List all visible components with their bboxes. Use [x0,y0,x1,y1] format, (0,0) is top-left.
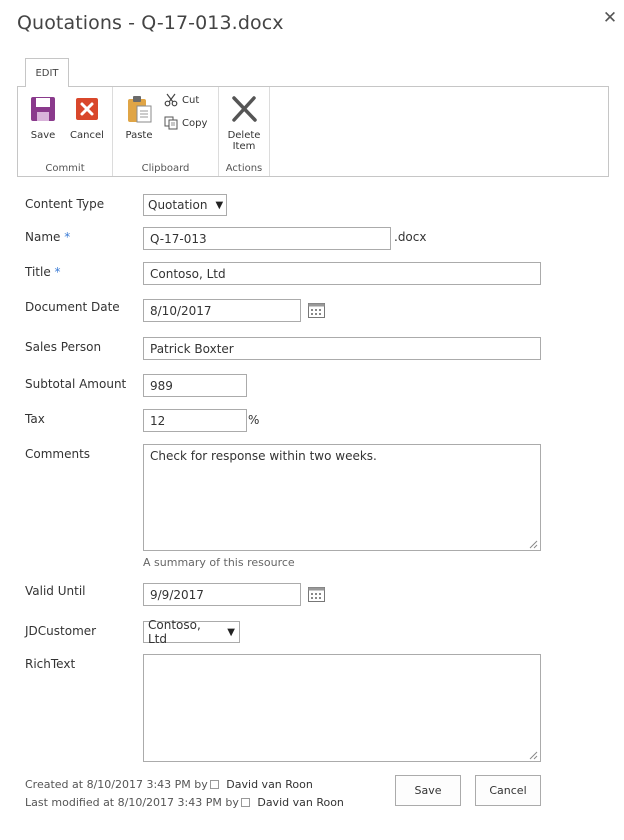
required-marker: * [64,230,71,244]
created-info [25,778,313,791]
ribbon-save-button[interactable] [27,93,59,141]
modified-by-user[interactable]: David van Roon [257,796,344,809]
ribbon-delete-item-button[interactable] [227,93,261,152]
richtext-textarea[interactable] [143,654,541,762]
ribbon-delete-label-line2: Item [232,141,256,152]
created-by-user[interactable]: David van Roon [226,778,313,791]
document-date-input[interactable] [143,299,301,322]
created-prefix: Created at 8/10/2017 3:43 PM by [25,778,208,791]
content-type-value: Quotation [148,198,208,212]
ribbon-group-commit [18,87,113,176]
ribbon-copy-button[interactable] [164,116,207,130]
cancel-x-icon [71,93,103,125]
ribbon-cut-button[interactable] [164,93,199,107]
ribbon-group-clipboard [113,87,219,176]
comments-label: Comments [25,447,91,461]
sales-person-input[interactable] [143,337,541,360]
tax-input[interactable] [143,409,247,432]
floppy-disk-icon [27,93,59,125]
subtotal-amount-input[interactable] [143,374,247,397]
tax-label: Tax [25,412,45,426]
required-marker: * [54,265,61,279]
ribbon-copy-label: Copy [182,117,208,129]
ribbon-cancel-button[interactable] [69,93,105,141]
ribbon [17,86,609,177]
document-date-label: Document Date [25,300,120,314]
ribbon-paste-label: Paste [125,130,153,141]
presence-icon [210,780,219,789]
valid-until-input[interactable] [143,583,301,606]
modified-info [25,796,344,809]
calendar-icon[interactable] [308,586,325,602]
scissors-icon [164,93,178,107]
paste-clipboard-icon [123,93,155,125]
delete-x-icon [228,93,260,125]
tax-percent-suffix: % [248,413,260,427]
valid-until-label: Valid Until [25,584,86,598]
title-label: Title * [25,265,61,279]
ribbon-cut-label: Cut [182,94,200,106]
subtotal-amount-label: Subtotal Amount [25,377,127,391]
sales-person-label: Sales Person [25,340,102,354]
ribbon-save-label: Save [30,130,56,141]
presence-icon [241,798,250,807]
richtext-label: RichText [25,657,76,671]
name-extension: .docx [394,230,427,244]
save-button[interactable]: Save [395,775,461,806]
close-icon[interactable]: ✕ [602,8,618,28]
ribbon-delete-label-line1: Delete [227,130,261,141]
calendar-icon[interactable] [308,302,325,318]
comments-textarea[interactable] [143,444,541,551]
resize-grip-icon[interactable] [528,750,538,760]
copy-icon [164,116,178,130]
tab-edit[interactable]: EDIT [25,58,69,87]
name-input[interactable] [143,227,391,250]
ribbon-paste-button[interactable] [122,93,156,141]
modified-prefix: Last modified at 8/10/2017 3:43 PM by [25,796,239,809]
dialog-title: Quotations - Q-17-013.docx [17,12,284,34]
content-type-label: Content Type [25,197,105,211]
title-input[interactable] [143,262,541,285]
dropdown-arrow-icon: ▼ [227,626,235,638]
ribbon-cancel-label: Cancel [70,130,104,141]
resize-grip-icon[interactable] [528,539,538,549]
group-label-actions: Actions [225,163,263,174]
dropdown-arrow-icon: ▼ [215,199,224,211]
content-type-select[interactable] [143,194,227,216]
group-label-commit: Commit [45,163,85,174]
group-label-clipboard: Clipboard [141,163,190,174]
jdcustomer-label: JDCustomer [25,624,97,638]
jdcustomer-value: Contoso, Ltd [148,618,201,646]
name-label: Name * [25,230,71,244]
comments-hint: A summary of this resource [143,556,295,569]
ribbon-group-actions [219,87,270,176]
cancel-button[interactable]: Cancel [475,775,541,806]
jdcustomer-select[interactable] [143,618,240,646]
